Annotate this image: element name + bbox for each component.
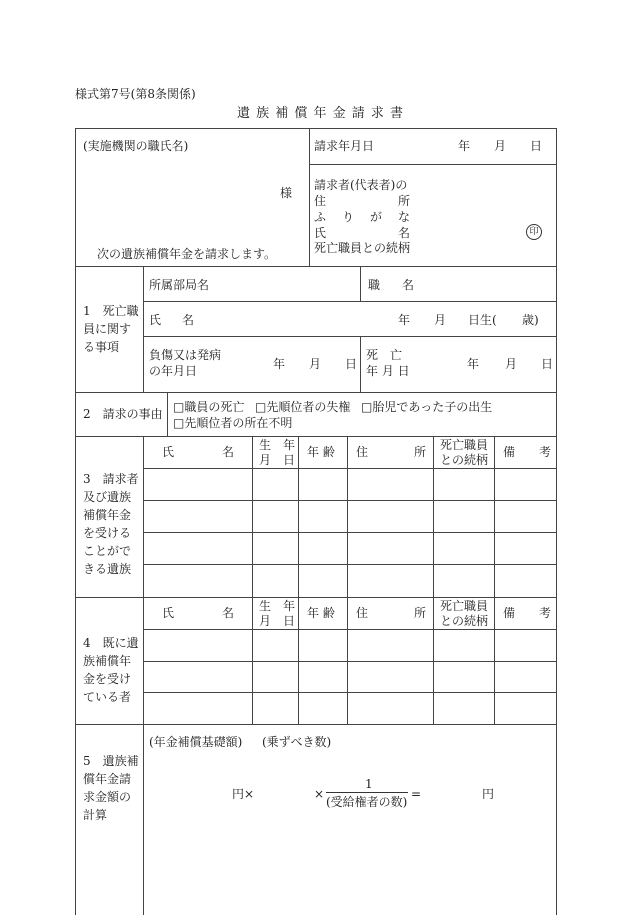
claimant-name-b: 名 [398,226,411,240]
age-suffix: 歳) [522,313,539,327]
sec4-col-5 [494,597,495,724]
injury-month: 月 [309,357,322,371]
sec3-col-4 [433,436,434,597]
request-date-label: 請求年月日 [314,139,375,153]
sec2-label-divider [167,392,168,436]
sec3-top-border [75,436,557,437]
furigana-3: が [370,210,383,224]
sec4-header-birth-2: 月 日 [259,614,296,628]
sec1-position-divider [360,266,361,301]
birth-month: 月 [434,313,447,327]
death-date-label: 死 亡 年 月 日 [366,348,410,378]
result-yen: 円 [482,787,495,801]
sec3-header-address-b: 所 [414,445,427,459]
position-label-b: 名 [402,278,415,292]
injury-year: 年 [273,357,286,371]
department-label: 所属部局名 [149,278,210,292]
injury-date-label: 負傷又は発病 の年月日 [149,348,222,378]
sec5-label-divider [143,724,144,915]
sec1-row-divider-1 [143,301,557,302]
sec3-header-birth-2: 月 日 [259,453,296,467]
multiplier-label: (乗ずべき数) [262,735,332,749]
yen-times: 円× [232,787,255,801]
reason-option-fetus[interactable]: □胎児であった子の出生 [361,400,493,414]
sec3-label: 3 請求者 及び遺族 補償年金 を受ける ことがで きる遺族 [83,472,139,576]
sec1-label: 1 死亡職 員に関す る事項 [83,304,139,354]
sec4-header-remarks-b: 考 [539,606,552,620]
form-number: 様式第7号(第8条関係) [75,87,196,101]
sec3-header-birth-1: 生 年 [259,438,296,452]
claimant-label: 請求者(代表者)の [314,178,408,192]
sec1-death-divider [360,336,361,392]
sec4-col-2 [298,597,299,724]
death-month: 月 [505,357,518,371]
death-year: 年 [467,357,480,371]
sec3-col-3 [347,436,348,597]
header-date-divider [309,164,557,165]
furigana-4: な [398,210,411,224]
sec4-header-relation-2: との続柄 [440,614,489,628]
agency-label: (実施機関の職氏名) [83,139,189,153]
sec4-header-address-a: 住 [356,606,369,620]
claimant-address-b: 所 [398,194,411,208]
deceased-name-a: 氏 [149,313,162,327]
position-label-a: 職 [368,278,381,292]
times-sign: × [314,787,325,801]
furigana-1: ふ [314,210,327,224]
request-month: 月 [494,139,507,153]
equals-sign: = [411,787,422,801]
sec3-header-relation-2: との続柄 [440,453,489,467]
sec3-header-relation-1: 死亡職員 [440,438,489,452]
request-year: 年 [458,139,471,153]
sec1-top-border [75,266,557,267]
sec1-row-divider-2 [143,336,557,337]
claimant-address-a: 住 [314,194,327,208]
sec5-top-border [75,724,557,725]
sec2-top-border [75,392,557,393]
sec5-label: 5 遺族補 償年金請 求金額の 計算 [83,754,139,822]
sec3-header-address-a: 住 [356,445,369,459]
sec3-header-age: 年 齢 [307,445,335,459]
sec4-header-relation-1: 死亡職員 [440,599,489,613]
birth-year: 年 [398,313,411,327]
sec4-top-border [75,597,557,598]
request-statement: 次の遺族補償年金を請求します。 [97,247,277,261]
sec3-header-remarks-a: 備 [503,445,516,459]
birth-suffix: 日生( [468,313,497,327]
sec4-col-4 [433,597,434,724]
honorific: 様 [280,186,293,200]
seal-icon: 印 [526,224,542,240]
sec2-label: 2 請求の事由 [83,407,163,421]
sec3-header-name-b: 名 [222,445,235,459]
reason-option-forfeit[interactable]: □先順位者の失権 [255,400,351,414]
fraction-bar [326,792,408,793]
sec3-col-5 [494,436,495,597]
relation-label: 死亡職員との続柄 [314,241,411,255]
sec4-label: 4 既に遺 族補償年 金を受け ている者 [83,636,139,704]
reason-option-death[interactable]: □職員の死亡 [173,400,245,414]
sec4-header-address-b: 所 [414,606,427,620]
request-day: 日 [530,139,543,153]
base-amount-label: (年金補償基礎額) [149,735,243,749]
sec4-header-age: 年 齢 [307,606,335,620]
death-day: 日 [541,357,554,371]
injury-day: 日 [345,357,358,371]
fraction-denominator: (受給権者の数) [326,795,408,809]
sec3-col-1 [252,436,253,597]
sec4-header-remarks-a: 備 [503,606,516,620]
sec1-label-divider [143,266,144,392]
fraction-numerator: 1 [365,777,373,791]
form-title: 遺 族 補 償 年 金 請 求 書 [237,106,405,121]
sec3-label-divider [143,436,144,597]
deceased-name-b: 名 [182,313,195,327]
reason-option-missing[interactable]: □先順位者の所在不明 [173,416,293,430]
sec4-header-name-b: 名 [222,606,235,620]
sec4-col-3 [347,597,348,724]
furigana-2: り [342,210,355,224]
sec3-header-name-a: 氏 [162,445,175,459]
sec4-col-1 [252,597,253,724]
sec4-header-name-a: 氏 [162,606,175,620]
header-divider [309,128,310,266]
sec3-col-2 [298,436,299,597]
sec4-header-birth-1: 生 年 [259,599,296,613]
sec3-header-remarks-b: 考 [539,445,552,459]
claimant-name-a: 氏 [314,226,327,240]
